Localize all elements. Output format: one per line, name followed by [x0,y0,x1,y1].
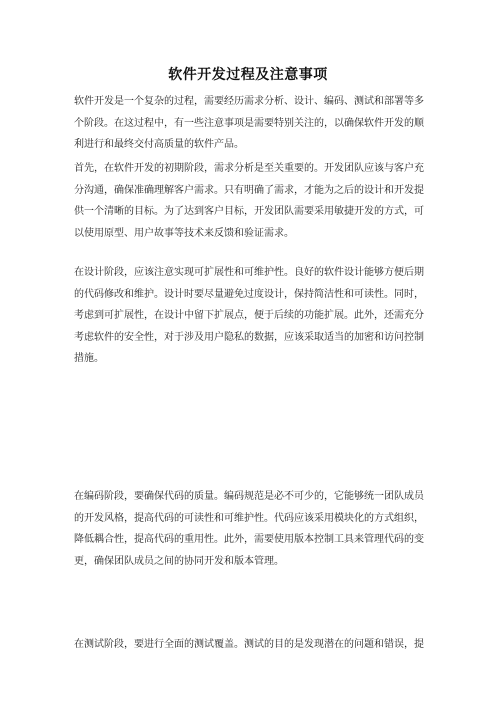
document-title: 软件开发过程及注意事项 [168,67,328,83]
paragraph-testing: 在测试阶段，要进行全面的测试覆盖。测试的目的是发现潜在的问题和错误，提 [74,639,424,650]
paragraph-requirements: 首先，在软件开发的初期阶段，需求分析是至关重要的。开发团队应该与客户充分沟通，确保准确理解客户需求。只有明确了需求，才能为之后的设计和开发提供一个清晰的目标。为了达到客户目标，开发团队需要采用敏捷开发的方式，可以使用原型、用户故事等技术来反馈和验证需求。 [74,163,424,239]
paragraph-intro: 软件开发是一个复杂的过程，需要经历需求分析、设计、编码、测试和部署等多个阶段。在这过程中，有一些注意事项是需要特别关注的，以确保软件开发的顺利进行和最终交付高质量的软件产品。 [74,96,424,150]
paragraph-design: 在设计阶段，应该注意实现可扩展性和可维护性。良好的软件设计能够方便后期的代码修改和维护。设计时要尽量避免过度设计，保持简洁性和可读性。同时，考虑到可扩展性，在设计中留下扩展点，便于后续的功能扩展。此外，还需充分考虑软件的安全性，对于涉及用户隐私的数据，应该采取适当的加密和访问控制措施。 [74,267,424,364]
paragraph-coding: 在编码阶段，要确保代码的质量。编码规范是必不可少的，它能够统一团队成员的开发风格，提高代码的可读性和可维护性。代码应该采用模块化的方式组织，降低耦合性，提高代码的重用性。此外，需要使用版本控制工具来管理代码的变更，确保团队成员之间的协同开发和版本管理。 [74,491,424,567]
